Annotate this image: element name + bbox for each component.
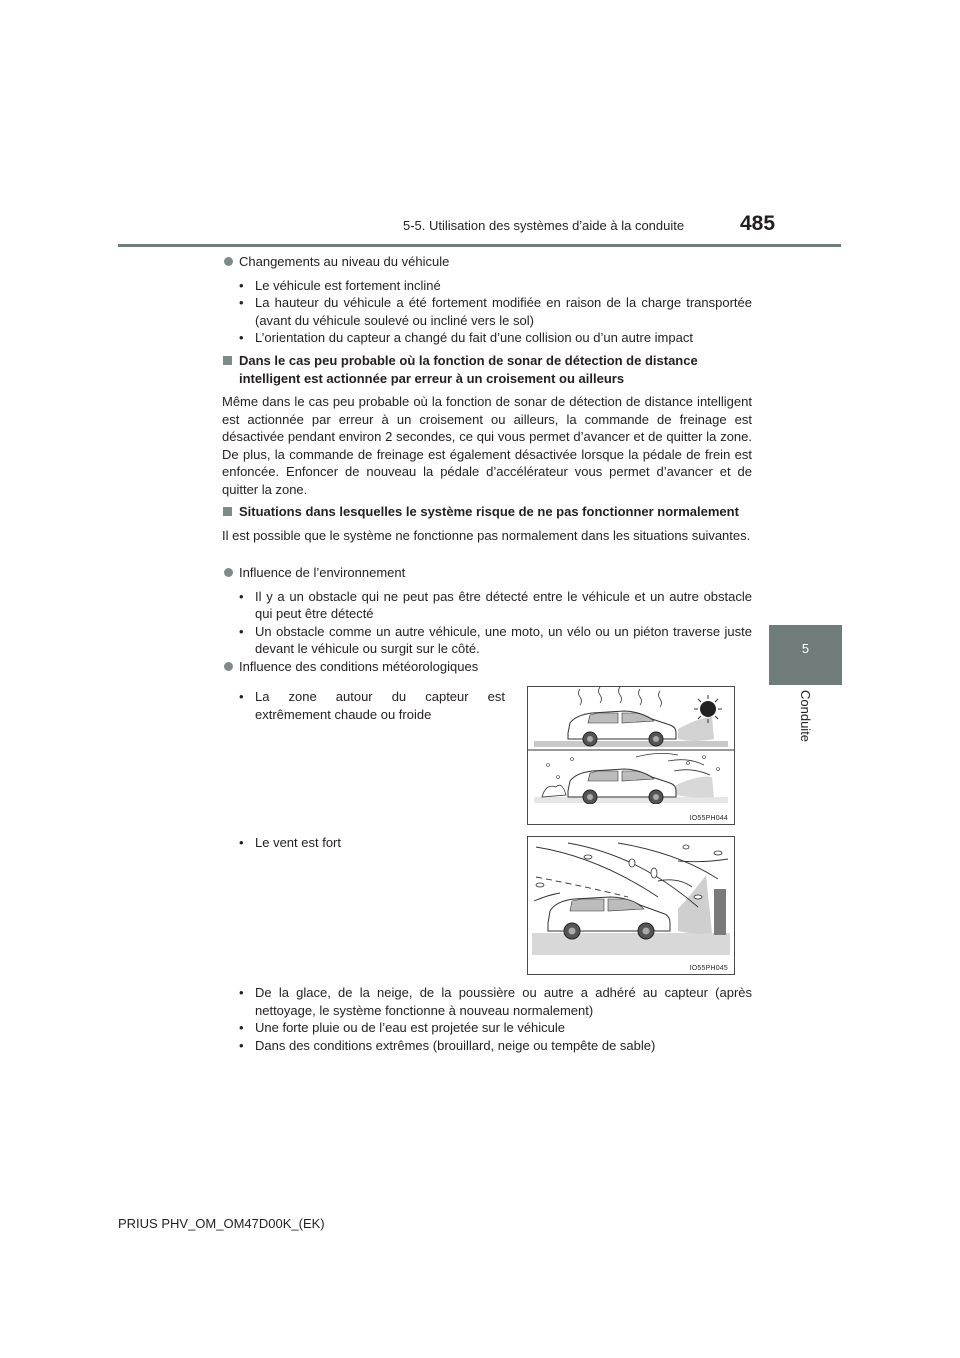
figure-hot-cold (527, 686, 735, 825)
environment-section (222, 564, 752, 658)
list-item (222, 834, 505, 852)
vehicle-level-title: Changements au niveau du véhicule (239, 254, 450, 269)
weather-temp-item (222, 688, 505, 723)
list-item-text: Le vent est fort (255, 835, 341, 850)
figure-caption: IO55PH045 (689, 965, 728, 972)
bullet-dot-icon: • (239, 1020, 244, 1035)
list-item (222, 253, 752, 271)
list-item-text: La zone autour du capteur est extrêmement chaude ou froide (255, 689, 505, 722)
list-item-text: De la glace, de la neige, de la poussière ou autre a adhéré au capteur (après nettoyage, le système fonctionne à nouveau normalement) (255, 985, 752, 1018)
paragraph: Il est possible que le système ne fonctionne pas normalement dans les situations suivantes. (222, 527, 751, 543)
list-item (222, 688, 505, 723)
vehicle-level-section (222, 253, 752, 347)
bullet-dot-icon: • (239, 295, 244, 310)
chapter-tab-label: Conduite (798, 690, 813, 743)
paragraph: Même dans le cas peu probable où la fonction de sonar de détection de distance intelligent est actionnée par erreur à un croisement ou ailleurs, la commande de freinage est désactivée pendant environ 2 secondes, ce qui vous permet d’avancer et de quitter la zone. De plus, la commande de freinage est également désactivée lorsque la pédale de frein est enfoncée. Enfoncer de nouveau la pédale d’accélérateur vous permet d’avancer et de quitter la zone. (222, 394, 752, 497)
figure-caption: IO55PH044 (689, 815, 728, 822)
chapter-tab-number: 5 (801, 641, 810, 656)
page-number: 485 (740, 212, 776, 235)
list-item-text: La hauteur du véhicule a été fortement modifiée en raison de la charge transportée (avant du véhicule soulevé ou incliné vers le sol) (255, 295, 752, 328)
circle-bullet-icon (224, 568, 233, 577)
weather-more-items (222, 984, 752, 1054)
list-item (222, 329, 752, 347)
circle-bullet-icon (224, 662, 233, 671)
footer-document-code: PRIUS PHV_OM_OM47D00K_(EK) (118, 1216, 325, 1231)
square-bullet-icon (223, 356, 232, 365)
square-bullet-icon (223, 507, 232, 516)
hot-cold-illustration (528, 687, 734, 824)
bullet-dot-icon: • (239, 623, 244, 639)
list-item-text: L’orientation du capteur a changé du fait d’une collision ou d’un autre impact (255, 330, 693, 345)
bullet-dot-icon: • (239, 689, 244, 704)
list-item (222, 623, 752, 658)
section-heading-text: Dans le cas peu probable où la fonction de sonar de détection de distance intelligent est actionnée par erreur à un croisement ou ailleurs (239, 353, 698, 386)
list-item-text: Un obstacle comme un autre véhicule, une moto, un vélo ou un piéton traverse juste devant le véhicule ou surgit sur le côté. (255, 623, 752, 656)
bullet-dot-icon: • (239, 1037, 244, 1053)
list-item (222, 564, 752, 582)
weather-wind-item (222, 834, 505, 852)
bullet-dot-icon: • (239, 277, 244, 293)
bullet-dot-icon: • (239, 985, 244, 1000)
list-item (222, 588, 752, 623)
list-item-text: Une forte pluie ou de l’eau est projetée sur le véhicule (255, 1020, 566, 1035)
list-item-text: Dans des conditions extrêmes (brouillard, neige ou tempête de sable) (255, 1037, 656, 1053)
section-heading (222, 352, 752, 387)
section-title: 5-5. Utilisation des systèmes d’aide à la conduite (403, 218, 685, 233)
list-item-text: Il y a un obstacle qui ne peut pas être détecté entre le véhicule et un autre obstacle qui peut être détecté (255, 588, 752, 621)
weather-section (222, 658, 752, 676)
list-item (222, 658, 752, 676)
weather-title: Influence des conditions météorologiques (239, 659, 479, 674)
section-heading (222, 503, 752, 521)
list-item (222, 984, 752, 1019)
accidental-section (222, 352, 752, 498)
bullet-dot-icon: • (239, 835, 244, 850)
bullet-dot-icon: • (239, 588, 244, 604)
list-item (222, 1037, 752, 1055)
list-item (222, 294, 752, 329)
wind-illustration (528, 837, 734, 974)
chapter-tab (769, 625, 842, 685)
list-item (222, 1019, 752, 1037)
circle-bullet-icon (224, 257, 233, 266)
section-heading-text: Situations dans lesquelles le système risque de ne pas fonctionner normalement (239, 504, 739, 519)
list-item-text: Le véhicule est fortement incliné (255, 277, 441, 293)
bullet-dot-icon: • (239, 330, 244, 345)
figure-wind (527, 836, 735, 975)
environment-title: Influence de l’environnement (239, 565, 406, 580)
header-divider (118, 244, 841, 247)
situations-section (222, 503, 752, 544)
list-item (222, 277, 752, 295)
